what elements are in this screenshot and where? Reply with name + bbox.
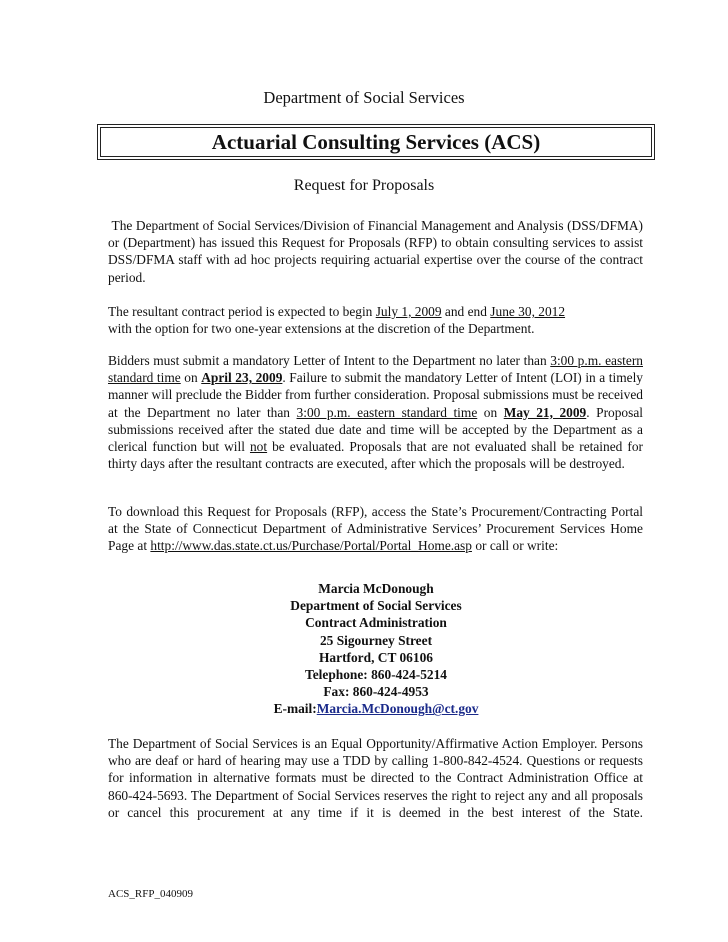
eeo-paragraph: The Department of Social Services is an Equal Opportunity/Affirmative Action Employer. Persons who are deaf or hard of hearing may use a TDD by calling 1-800-842-4524. Questions or requests for information in alternative formats must be directed to the Contract Administration Office at 860-424-5693. The Department of Social Services reserves the right to reject any and all proposals or cancel this procurement at any time if it is deemed in the best interest of the State. <box>108 736 643 820</box>
contact-telephone: Telephone: 860-424-5214 <box>305 667 447 683</box>
bidders-text-3: . Failure to submit the mandatory Letter of Intent (LOI) in a timely manner will preclude the Bidder from further consideration. Proposal submissions must be received at the Department no later than <box>108 370 644 420</box>
document-code: ACS_RFP_040909 <box>108 888 193 900</box>
proposal-deadline-time: 3:00 p.m. eastern standard time <box>296 404 478 420</box>
email-label: E-mail: <box>273 701 317 717</box>
contact-street: 25 Sigourney Street <box>319 632 433 648</box>
intro-paragraph <box>108 217 643 286</box>
contract-end-date: June 30, 2012 <box>490 304 566 319</box>
not-emphasis: not <box>249 439 268 455</box>
contact-name: Marcia McDonough <box>318 581 434 596</box>
document-subtitle: Request for Proposals <box>293 177 435 194</box>
loi-deadline-date: April 23, 2009 <box>201 370 283 386</box>
bidders-text-6: be evaluated. Proposals that are not evaluated shall be retained for thirty days after the resultant contracts are executed, after which the proposals will be destroyed. <box>108 439 643 472</box>
bidders-text-5: . Proposal submissions received after the stated due date and time will be accepted by the Department as a clerical function but will <box>108 404 643 455</box>
proposal-deadline-date: May 21, 2009 <box>503 404 587 420</box>
contact-city: Hartford, CT 06106 <box>319 649 433 665</box>
contract-period-middle: and end <box>441 304 491 319</box>
loi-deadline-time: 3:00 p.m. eastern standard time <box>108 353 643 386</box>
contract-period-suffix: with the option for two one-year extensions at the discretion of the Department. <box>108 321 535 337</box>
department-heading: Department of Social Services <box>263 88 465 107</box>
bidders-text-1: Bidders must submit a mandatory Letter of Intent to the Department no later than <box>108 353 551 368</box>
intro-text: The Department of Social Services/Division of Financial Management and Analysis (DSS/DFMA) or (Department) has issued this Request for Proposals (RFP) to obtain consulting services to assist DSS/DFMA staff with ad hoc projects requiring actuarial expertise over the course of the contract period. <box>108 218 643 285</box>
download-text-2: or call or write: <box>471 538 559 554</box>
bidders-text-2: on <box>180 370 202 386</box>
document-title: Actuarial Consulting Services (ACS) <box>100 127 652 157</box>
contract-period-prefix: The resultant contract period is expected to begin <box>108 304 376 319</box>
contact-fax: Fax: 860-424-4953 <box>323 684 429 700</box>
portal-link[interactable]: http://www.das.state.ct.us/Purchase/Portal/Portal_Home.asp <box>150 538 472 554</box>
contact-email-line <box>0 700 728 717</box>
contact-department: Department of Social Services <box>290 598 462 614</box>
bidders-paragraph <box>108 352 643 472</box>
contract-period-paragraph <box>108 303 643 337</box>
download-text-1: To download this Request for Proposals (RFP), access the State’s Procurement/Contracting Portal at the State of Connecticut Department of Administrative Services’ Procurement Services Home Page at <box>108 504 643 554</box>
download-paragraph <box>108 503 643 555</box>
title-box <box>97 124 655 160</box>
contract-start-date: July 1, 2009 <box>375 304 442 319</box>
contact-block <box>0 580 728 718</box>
email-link[interactable]: Marcia.McDonough@ct.gov <box>316 701 479 717</box>
bidders-text-4: on <box>477 404 504 420</box>
contact-unit: Contract Administration <box>305 615 447 631</box>
